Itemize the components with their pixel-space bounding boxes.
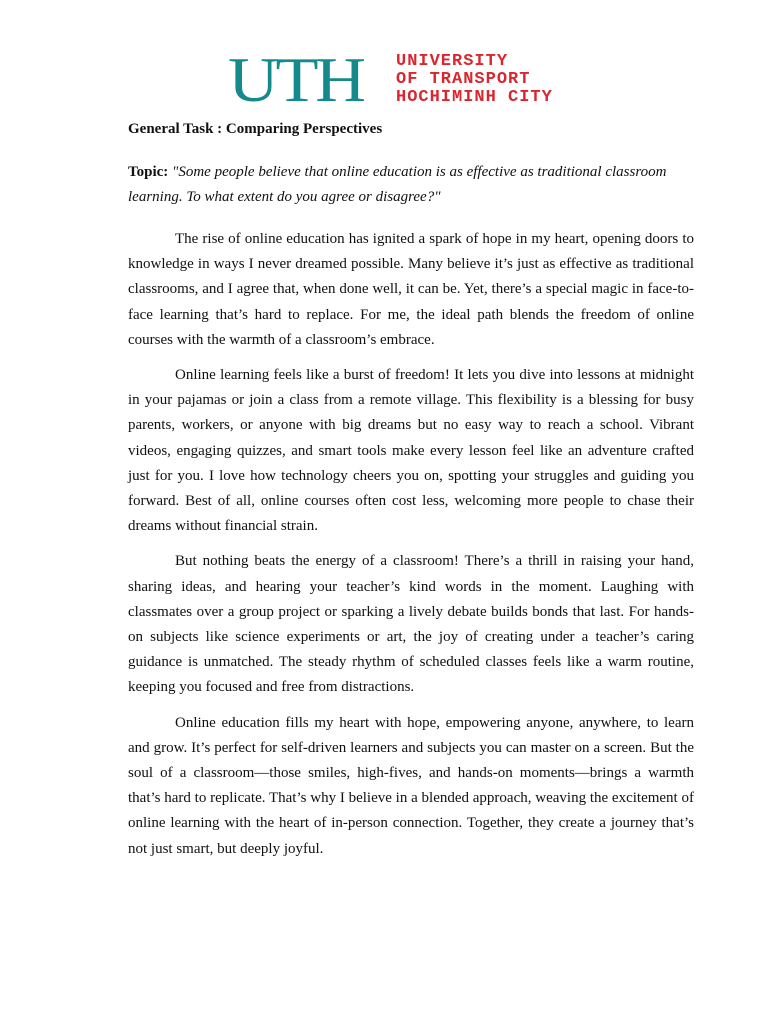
topic-label: Topic: [128,164,169,180]
paragraph-4: Online education fills my heart with hope, empowering anyone, anywhere, to learn and grow. It’s perfect for self-driven learners and subjects you can master on a screen. But the soul of a classroom—those smiles, high-fives, and hands-on moments—brings a warmth that’s hard to replicate. That’s why I believe in a blended approach, weaving the excitement of online learning with the heart of in-person connection. Together, they create a journey that’s not just smart, but deeply joyful. [128,714,694,857]
paragraph-2: Online learning feels like a burst of freedom! It lets you dive into lessons at midnight in your pajamas or join a class from a remote village. This flexibility is a blessing for busy parents, workers, or anyone with big dreams but no easy way to reach a school. Vibrant videos, engaging quizzes, and smart tools make every lesson feel like an adventure crafted just for you. I love how technology cheers you on, spotting your struggles and guiding you forward. Best of all, online courses often cost less, welcoming more people to chase their dreams without financial strain. [128,367,694,535]
essay-body [128,227,694,872]
topic-text: "Some people believe that online education is as effective as traditional classroom learning. To what extent do you agree or disagree?" [128,164,667,205]
logo-line-1: UNIVERSITY [396,52,509,71]
topic [128,160,694,210]
logo-text [396,53,553,107]
logo-line-2: OF TRANSPORT [396,70,531,89]
logo-mark: UTH [228,44,363,115]
university-logo [228,44,603,115]
logo-line-3: HOCHIMINH CITY [396,88,553,107]
paragraph-3: But nothing beats the energy of a classroom! There’s a thrill in raising your hand, sharing ideas, and hearing your teacher’s kind words in the moment. Laughing with classmates over a group project or sparking a lively debate builds bonds that last. For hands-on subjects like science experiments or art, the joy of creating under a teacher’s caring guidance is unmatched. The steady rhythm of scheduled classes feels like a warm routine, keeping you focused and free from distractions. [128,553,694,696]
task-title: General Task : Comparing Perspectives [128,121,383,137]
paragraph-1: The rise of online education has ignited a spark of hope in my heart, opening doors to knowledge in ways I never dreamed possible. Many believe it’s just as effective as traditional classrooms, and I agree that, when done well, it can be. Yet, there’s a special magic in face-to-face learning that’s hard to replace. For me, the ideal path blends the freedom of online courses with the warmth of a classroom’s embrace. [128,231,694,348]
